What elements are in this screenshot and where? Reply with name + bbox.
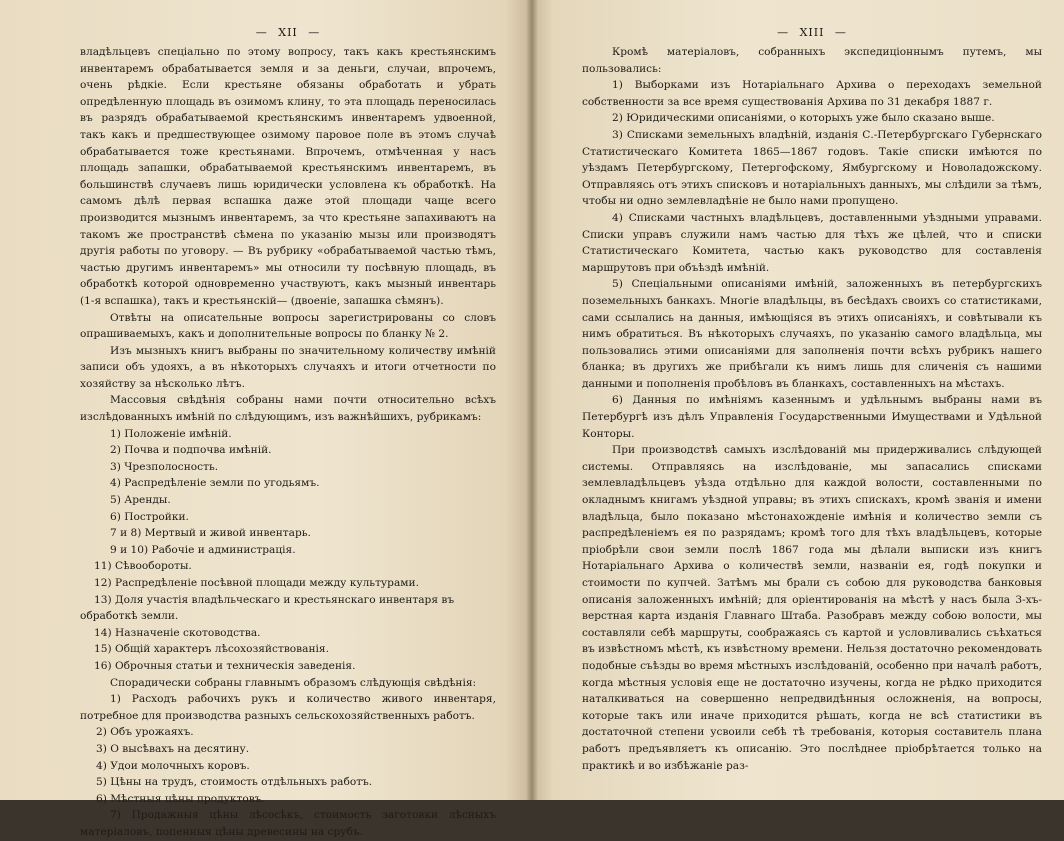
list-item: 16) Оброчныя статьи и техническія заведенія.: [94, 659, 356, 672]
list-item: 13) Доля участія владѣльческаго и крестьянскаго инвентаря въ: [94, 593, 455, 606]
list-item: 15) Общій характеръ лѣсохозяйствованія.: [94, 643, 329, 656]
list-item: 2) Объ урожаяхъ.: [96, 726, 194, 739]
list-item: 5) Спеціальными описаніями имѣній, заложенныхъ въ петербургскихъ поземельныхъ банкахъ. Многіе владѣльцы, въ бесѣдахъ своихъ со статистиками, сами ссылались на данныя, имѣющіяся въ этихъ описаніяхъ, и совѣтывали къ нимъ обратиться. Въ нѣкоторыхъ случаяхъ, по указанію самого владѣльца, мы пользовались этими описаніями для заполненія почти всѣхъ рубрикъ нашего бланка; въ другихъ же прибѣгали къ нимъ лишь для сличенія съ нашими данными и пополненія пробѣловъ въ бланкахъ, составленныхъ на мѣстахъ.: [582, 278, 1042, 390]
paragraph: владѣльцевъ спеціально по этому вопросу, такъ какъ крестьянскимъ инвентаремъ обрабатывается земля и за деньги, случаи, впрочемъ, очень рѣдкіе. Если крестьяне обязаны обработать и убрать опредѣленную площадь въ озимомъ клину, то эта площадь переносилась въ разрядъ обрабатываемой крестьянскимъ инвентаремъ удвоенной, такъ какъ и предшествующее озимому паровое поле въ этомъ случаѣ обрабатывается тоже крестьянами. Впрочемъ, отмѣченная у насъ площадь запашки, обрабатываемой крестьянскимъ инвентаремъ, въ большинствѣ случаевъ лишь юридически условлена къ обработкѣ. На самомъ дѣлѣ первая вспашка даже этой площади чаще всего производится мызнымъ инвентаремъ, за что крестьяне запахиваютъ на такомъ же пространствѣ сѣмена по указанію мызы или производятъ другія работы по уговору. — Въ рубрику «обрабатываемой частью тѣмъ, частью другимъ инвентаремъ» мы относили ту посѣвную площадь, въ обработкѣ которой одновременно участвуютъ, какъ мызный инвентарь (1-я вспашка), такъ и крестьянскій— (двоеніе, запашка сѣмянъ).: [80, 46, 496, 307]
paragraph: Спорадически собраны главнымъ образомъ слѣдующія свѣдѣнія:: [110, 676, 477, 689]
list-item: 11) Сѣвообороты.: [94, 560, 192, 573]
list-item: 3) О высѣвахъ на десятину.: [96, 742, 250, 755]
list-item: 3) Чрезполосность.: [110, 460, 219, 473]
list-item: 5) Аренды.: [110, 494, 171, 507]
right-page: [532, 0, 1064, 800]
page-number-left: — XII —: [255, 26, 321, 39]
paragraph: Кромѣ матеріаловъ, собранныхъ экспедиціоннымъ путемъ, мы пользовались:: [582, 46, 1042, 75]
list-item: 14) Назначеніе скотоводства.: [94, 626, 261, 639]
list-item: 1) Расходъ рабочихъ рукъ и количество живого инвентаря, потребное для производства разныхъ сельскохозяйственныхъ работъ.: [80, 693, 496, 722]
list-item: 2) Почва и подпочва имѣній.: [110, 444, 272, 457]
list-item: 6) Данныя по имѣніямъ казеннымъ и удѣльнымъ выбраны нами въ Петербургѣ изъ дѣлъ Управленія Государственными Имуществами и Удѣльной Конторы.: [582, 394, 1042, 440]
list-item: 12) Распредѣленіе посѣвной площади между культурами.: [94, 577, 419, 589]
list-item: 6) Мѣстныя цѣны продуктовъ.: [96, 792, 265, 805]
list-item: 1) Выборками изъ Нотаріальнаго Архива о переходахъ земельной собственности за все время существованія Архива по 31 декабря 1887 г.: [582, 79, 1042, 108]
list-item: 4) Удои молочныхъ коровъ.: [96, 759, 250, 772]
paragraph: Отвѣты на описательные вопросы зарегистрированы со словъ опрашиваемыхъ, какъ и дополнительные вопросы по бланку № 2.: [80, 311, 496, 341]
left-page-text: [80, 44, 496, 841]
list-item: обработкѣ земли.: [80, 610, 179, 623]
list-item: 3) Списками земельныхъ владѣній, изданія С.-Петербургскаго Губернскаго Статистическаго Комитета 1865—1867 годовъ. Такіе списки имѣются по уѣздамъ Петербургскому, Петергофскому, Ямбургскому и Новоладожскому. Отправляясь отъ этихъ списковъ и нотаріальныхъ данныхъ, мы слѣдили за тѣмъ, чтобы ни одно землевладѣніе не было нами пропущено.: [582, 128, 1042, 208]
paragraph: Массовыя свѣдѣнія собраны нами почти относительно всѣхъ изслѣдованныхъ имѣній по слѣдующимъ, изъ важнѣйшихъ, рубрикамъ:: [80, 394, 496, 424]
list-item: 5) Цѣны на трудъ, стоимость отдѣльныхъ работъ.: [96, 776, 373, 789]
list-item: 4) Списками частныхъ владѣльцевъ, доставленными уѣздными управами. Списки управъ служили намъ частью для тѣхъ же цѣлей, что и списки Статистическаго Комитета, частью какъ руководство для составленія маршрутовъ при объѣздѣ имѣній.: [582, 211, 1042, 274]
list-item: 4) Распредѣленіе земли по угодьямъ.: [110, 477, 320, 490]
list-item: 7) Продажныя цѣны лѣсосѣкъ, стоимость заготовки лѣсныхъ матеріаловъ, попенныя цѣны древесины на срубъ.: [80, 809, 496, 838]
sporadic-list: [80, 691, 496, 840]
right-page-text: [582, 44, 1042, 774]
list-item: 7 и 8) Мертвый и живой инвентарь.: [110, 527, 311, 540]
left-page: [0, 0, 532, 838]
list-item: 9 и 10) Рабочіе и администрація.: [110, 543, 296, 556]
paragraph: Изъ мызныхъ книгъ выбраны по значительному количеству имѣній записи объ удояхъ, а въ нѣкоторыхъ случаяхъ и итоги отчетности по хозяйству за нѣсколько лѣтъ.: [80, 344, 496, 390]
list-item: 1) Положеніе имѣній.: [110, 427, 232, 440]
book-gutter: [526, 0, 538, 800]
page-number-right: — XIII —: [777, 26, 847, 39]
list-item: 2) Юридическими описаніями, о которыхъ уже было сказано выше.: [612, 112, 995, 125]
list-item: 6) Постройки.: [110, 510, 189, 523]
rubric-list: [80, 426, 496, 675]
paragraph: При производствѣ самыхъ изслѣдованій мы придерживались слѣдующей системы. Отправляясь на изслѣдованіе, мы запасались списками землевладѣльцевъ уѣзда отдѣльно для каждой волости, составленными по окладнымъ книгамъ уѣздной управы; въ этихъ спискахъ, кромѣ званія и имени владѣльца, было показано мѣстонахожденіе имѣнія и количество земли съ распредѣленіемъ ея по разрядамъ; кромѣ того для тѣхъ владѣльцевъ, которые пріобрѣли свои земли послѣ 1867 года мы дѣлали выписки изъ книгъ Нотаріальнаго Архива о количествѣ земли, названіи ея, годѣ покупки и стоимости по купчей. Затѣмъ мы брали съ собою для руководства банковыя описанія заложенныхъ имѣній; для оріентированія на мѣстѣ у насъ была 3-хъ-верстная карта изданія Главнаго Штаба. Разобравъ между собою волости, мы составляли себѣ маршруты, соображаясь съ картой и условливались съѣхаться въ извѣстномъ мѣстѣ, къ извѣстному времени. Нельзя достаточно рекомендовать подобные съѣзды во время мѣстныхъ изслѣдованій, особенно при началѣ работъ, когда мѣстныя условія еще не достаточно изучены, когда не рѣдко приходится наталкиваться на совершенно непредвидѣнныя осложненія, на вопросы, которые такъ или иначе приходится рѣшать, когда не всѣ статистики въ достаточной степени усвоили себѣ тѣ требованія, которыя составитель плана работъ предъявляетъ къ описанію. Это послѣднее пріобрѣтается только на практикѣ и во избѣжаніе раз-: [582, 444, 1042, 772]
